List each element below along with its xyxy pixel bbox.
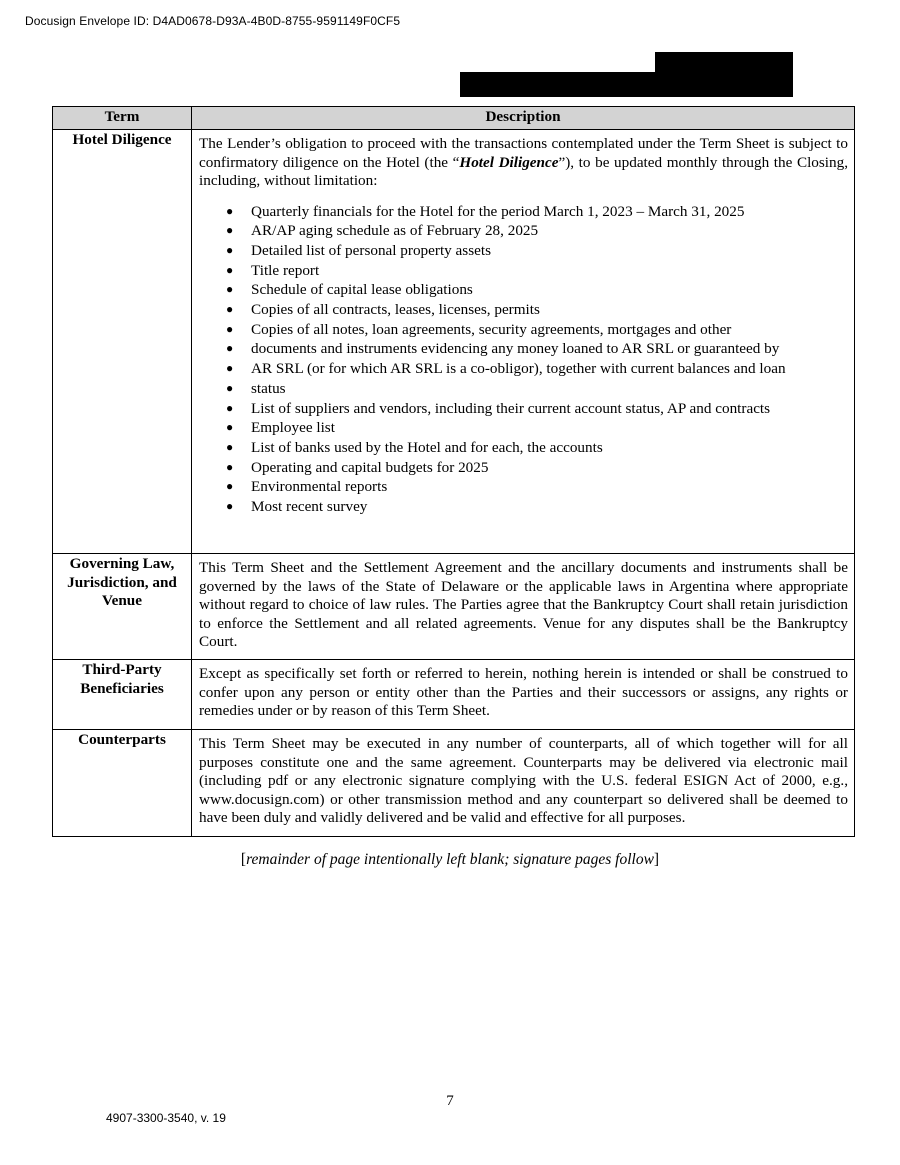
bullet-icon: ● xyxy=(226,479,234,494)
bullet-icon: ● xyxy=(226,262,234,277)
bullet-icon: ● xyxy=(226,302,234,317)
page-number: 7 xyxy=(446,1093,454,1109)
defined-term: Hotel Diligence xyxy=(459,153,559,171)
list-item: ● Operating and capital budgets for 2025 xyxy=(226,458,489,476)
description-cell: This Term Sheet and the Settlement Agreement and the ancillary documents and instruments shall be governed by the laws of the State of Delaware or the applicable laws in Argentina where appropriate without regard to choice of law rules. The Parties agree that the Bankruptcy Court shall retain jurisdiction to enforce the Settlement and all related agreements. Venue for any disputes shall be the Bankruptcy Court. xyxy=(192,554,855,660)
list-item: ● List of suppliers and vendors, including their current account status, AP and contracts xyxy=(226,399,771,417)
bullet-icon: ● xyxy=(226,282,234,297)
table-row-governing-law xyxy=(53,554,855,660)
list-item: ● List of banks used by the Hotel and for each, the accounts xyxy=(226,438,603,456)
redaction-box-bottom xyxy=(460,72,793,97)
closing-note: [remainder of page intentionally left blank; signature pages follow] xyxy=(240,851,660,868)
bullet-icon: ● xyxy=(226,499,234,514)
term-cell: Governing Law, Jurisdiction, and Venue xyxy=(53,554,192,660)
closing-text: remainder of page intentionally left blank; signature pages follow xyxy=(246,851,654,868)
diligence-list xyxy=(199,202,848,517)
term-cell: Counterparts xyxy=(53,730,192,837)
term-cell: Third-Party Beneficiaries xyxy=(53,660,192,730)
envelope-id: Docusign Envelope ID: D4AD0678-D93A-4B0D-8755-9591149F0CF5 xyxy=(25,14,401,28)
intro-text: The Lender’s obligation to proceed with the transactions contemplated under the Term Sheet is subject to confirmatory diligence on the Hotel (the “ xyxy=(199,135,848,171)
table-row-third-party xyxy=(53,660,855,730)
list-item: ● Most recent survey xyxy=(226,498,368,516)
column-header-term: Term xyxy=(53,107,192,130)
list-item: ● AR/AP aging schedule as of February 28, 2025 xyxy=(226,222,539,240)
hotel-diligence-intro xyxy=(199,135,848,191)
term-cell: Hotel Diligence xyxy=(53,130,192,554)
description-cell: This Term Sheet may be executed in any number of counterparts, all of which together will for all purposes constitute one and the same agreement. Counterparts may be delivered via electronic mail (including pdf or any electronic signature complying with the U.S. federal ESIGN Act of 2000, e.g., www.docusign.com) or other transmission method and any counterpart so delivered shall be deemed to have been duly and validly delivered and be valid and effective for all purposes. xyxy=(192,730,855,837)
description-cell xyxy=(192,130,855,554)
bullet-icon: ● xyxy=(226,242,234,257)
bullet-icon: ● xyxy=(226,361,234,376)
bullet-icon: ● xyxy=(226,341,234,356)
list-item: ● Quarterly financials for the Hotel for the period March 1, 2023 – March 31, 2025 xyxy=(226,202,745,220)
bullet-icon: ● xyxy=(226,459,234,474)
bullet-icon: ● xyxy=(226,380,234,395)
list-item: ● Environmental reports xyxy=(226,478,388,496)
table-row-hotel-diligence xyxy=(53,130,855,554)
bullet-icon: ● xyxy=(226,400,234,415)
term-sheet-table xyxy=(52,106,855,837)
list-item: ● Detailed list of personal property assets xyxy=(226,241,491,259)
bullet-icon: ● xyxy=(226,321,234,336)
bullet-icon: ● xyxy=(226,203,234,218)
intro-text-end: ”), to be updated monthly through the Closing, including, without limitation: xyxy=(199,153,849,189)
list-item: ● Copies of all contracts, leases, licenses, permits xyxy=(226,301,540,319)
list-item: ● Title report xyxy=(226,261,320,279)
column-header-description: Description xyxy=(192,107,855,130)
list-item: ● status xyxy=(226,379,286,397)
bullet-icon: ● xyxy=(226,223,234,238)
document-id: 4907-3300-3540, v. 19 xyxy=(106,1111,226,1125)
table-header-row xyxy=(53,107,855,130)
description-cell: Except as specifically set forth or referred to herein, nothing herein is intended or shall be construed to confer upon any person or entity other than the Parties and their successors or assigns, any rights or remedies under or by reason of this Term Sheet. xyxy=(192,660,855,730)
list-item: ● Employee list xyxy=(226,419,335,437)
bullet-icon: ● xyxy=(226,439,234,454)
list-item: ● Schedule of capital lease obligations xyxy=(226,281,473,299)
list-item: ● AR SRL (or for which AR SRL is a co-obligor), together with current balances and loan xyxy=(226,360,786,378)
bullet-icon: ● xyxy=(226,420,234,435)
table-row-counterparts xyxy=(53,730,855,837)
list-item: ● Copies of all notes, loan agreements, security agreements, mortgages and other xyxy=(226,320,732,338)
list-item: ● documents and instruments evidencing any money loaned to AR SRL or guaranteed by xyxy=(226,340,780,358)
